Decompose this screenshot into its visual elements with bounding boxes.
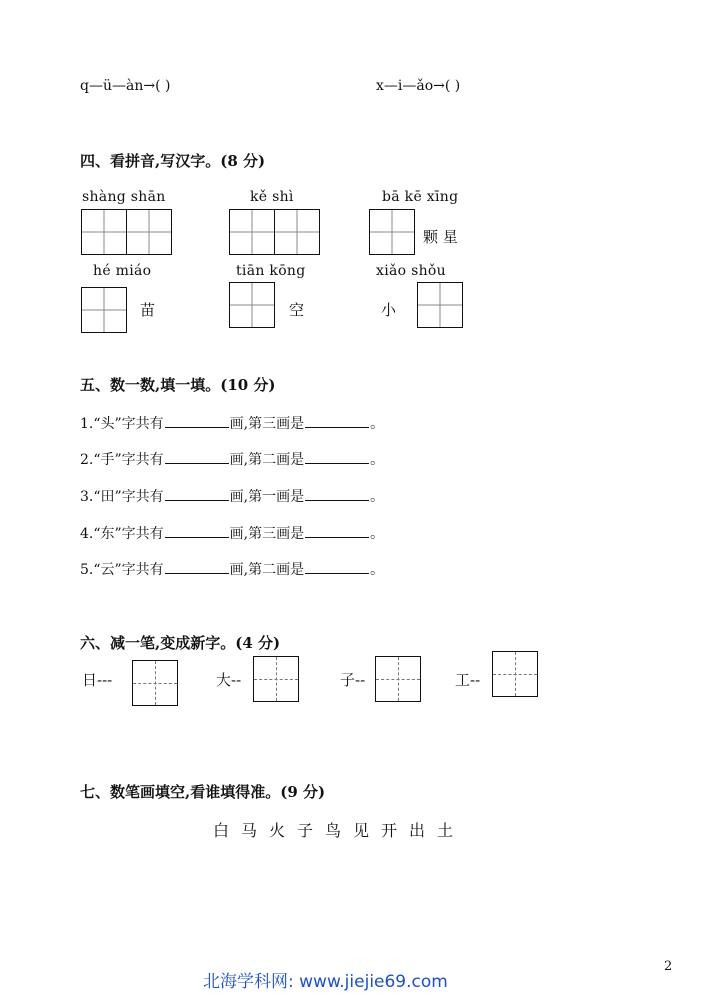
- answer-blank[interactable]: [305, 413, 369, 428]
- answer-blank[interactable]: [305, 486, 369, 501]
- s5-item-mid: 画,第二画是: [229, 452, 305, 468]
- answer-blank[interactable]: [165, 523, 229, 538]
- answer-blank[interactable]: [165, 559, 229, 574]
- s5-item-prefix: 1.“头”字共有: [80, 416, 164, 432]
- tian-grid-box[interactable]: [253, 656, 299, 702]
- answer-blank[interactable]: [165, 486, 229, 501]
- s6-item-da: 大--: [216, 671, 242, 689]
- s5-item-4: [80, 523, 384, 543]
- page-number: 2: [664, 959, 673, 974]
- s5-item-mid: 画,第三画是: [229, 526, 305, 542]
- tian-grid-box[interactable]: [81, 287, 127, 333]
- s5-item-1: [80, 413, 384, 433]
- s4-pinyin-2: kě shì: [250, 189, 294, 205]
- tian-grid-box[interactable]: [81, 209, 127, 255]
- s6-item-ri: 日---: [82, 671, 113, 689]
- s5-item-prefix: 4.“东”字共有: [80, 526, 164, 542]
- s4-pinyin-3: bā kē xīng: [382, 189, 459, 205]
- s5-item-prefix: 2.“手”字共有: [80, 452, 164, 468]
- s7-char-list: [207, 818, 459, 841]
- s6-item-gong: 工--: [455, 671, 481, 689]
- pinyin-spell-right: x—i—ǎo→( ): [376, 78, 461, 94]
- s7-char: 鸟: [324, 821, 341, 840]
- pinyin-spell-left: q—ü—àn→( ): [80, 78, 171, 94]
- tian-grid-box[interactable]: [375, 656, 421, 702]
- s7-char: 子: [296, 821, 313, 840]
- answer-blank[interactable]: [305, 449, 369, 464]
- s4-pinyin-6: xiǎo shǒu: [376, 263, 446, 279]
- tian-grid-box[interactable]: [417, 282, 463, 328]
- s4-pinyin-5: tiān kōng: [236, 263, 306, 279]
- s4-char-xiao: 小: [381, 301, 397, 319]
- tian-grid-box[interactable]: [132, 660, 178, 706]
- s7-char: 火: [268, 821, 285, 840]
- s4-pinyin-4: hé miáo: [93, 263, 152, 279]
- s7-char: 见: [352, 821, 369, 840]
- answer-blank[interactable]: [165, 413, 229, 428]
- s4-char-miao: 苗: [140, 301, 156, 319]
- s7-char: 土: [436, 821, 453, 840]
- s5-item-end: 。: [370, 452, 385, 468]
- s5-item-mid: 画,第一画是: [229, 489, 305, 505]
- s5-item-end: 。: [370, 526, 385, 542]
- answer-blank[interactable]: [305, 523, 369, 538]
- s7-char: 开: [380, 821, 397, 840]
- footer-website[interactable]: 北海学科网: www.jiejie69.com: [203, 972, 448, 992]
- tian-grid-box[interactable]: [229, 282, 275, 328]
- tian-grid-box[interactable]: [369, 209, 415, 255]
- s7-char: 出: [408, 821, 425, 840]
- s5-item-mid: 画,第二画是: [229, 562, 305, 578]
- tian-grid-box[interactable]: [229, 209, 275, 255]
- s5-item-end: 。: [370, 416, 385, 432]
- s6-item-zi: 子--: [340, 671, 366, 689]
- answer-blank[interactable]: [305, 559, 369, 574]
- s4-pinyin-1: shàng shān: [82, 189, 166, 205]
- tian-grid-box[interactable]: [492, 651, 538, 697]
- s5-item-end: 。: [370, 562, 385, 578]
- s5-item-3: [80, 486, 384, 506]
- section7-title: 七、数笔画填空,看谁填得准。(9 分): [80, 783, 326, 801]
- answer-blank[interactable]: [165, 449, 229, 464]
- s5-item-end: 。: [370, 489, 385, 505]
- s7-char: 马: [240, 821, 257, 840]
- tian-grid-box[interactable]: [126, 209, 172, 255]
- tian-grid-box[interactable]: [274, 209, 320, 255]
- section4-title: 四、看拼音,写汉字。(8 分): [80, 152, 266, 170]
- section6-title: 六、减一笔,变成新字。(4 分): [80, 634, 281, 652]
- section5-title: 五、数一数,填一填。(10 分): [80, 376, 276, 394]
- s5-item-prefix: 5.“云”字共有: [80, 562, 164, 578]
- s5-item-2: [80, 449, 384, 469]
- s5-item-5: [80, 559, 384, 579]
- s7-char: 白: [212, 821, 229, 840]
- s5-item-prefix: 3.“田”字共有: [80, 489, 164, 505]
- s5-item-mid: 画,第三画是: [229, 416, 305, 432]
- s4-suffix-chars: 颗 星: [423, 228, 458, 246]
- s4-char-kong: 空: [289, 301, 305, 319]
